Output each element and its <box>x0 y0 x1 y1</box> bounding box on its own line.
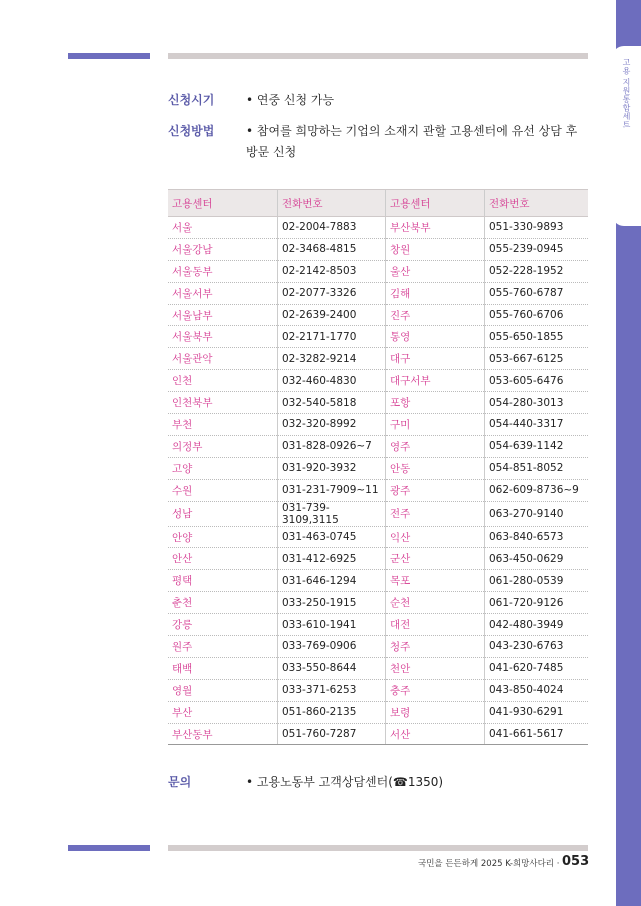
table-row <box>168 392 588 414</box>
top-blue-bar <box>68 53 150 59</box>
phone-cell: 055-650-1855 <box>485 326 589 348</box>
phone-cell: 033-550-8644 <box>278 657 386 679</box>
center-name-cell: 포항 <box>386 392 485 414</box>
phone-cell: 051-330-9893 <box>485 217 589 239</box>
table-row <box>168 326 588 348</box>
phone-cell: 032-320-8992 <box>278 414 386 436</box>
phone-cell: 041-620-7485 <box>485 657 589 679</box>
phone-cell: 032-540-5818 <box>278 392 386 414</box>
table-row <box>168 526 588 548</box>
apply-time-label: 신청시기 <box>168 93 215 107</box>
employment-center-table <box>168 189 588 745</box>
center-name-cell: 서울관악 <box>168 348 278 370</box>
phone-cell: 02-2077-3326 <box>278 282 386 304</box>
phone-cell: 054-639-1142 <box>485 435 589 457</box>
phone-cell: 042-480-3949 <box>485 614 589 636</box>
center-name-cell: 고양 <box>168 457 278 479</box>
phone-cell: 062-609-8736~9 <box>485 479 589 501</box>
phone-cell: 031-828-0926~7 <box>278 435 386 457</box>
phone-cell: 032-460-4830 <box>278 370 386 392</box>
phone-cell: 063-270-9140 <box>485 501 589 526</box>
center-name-cell: 서울 <box>168 217 278 239</box>
center-name-cell: 강릉 <box>168 614 278 636</box>
center-name-cell: 부산북부 <box>386 217 485 239</box>
center-name-cell: 보령 <box>386 701 485 723</box>
apply-time-text: • 연중 신청 가능 <box>246 93 335 107</box>
table-header-row <box>168 190 588 217</box>
center-name-cell: 안양 <box>168 526 278 548</box>
center-name-cell: 안동 <box>386 457 485 479</box>
center-name-cell: 익산 <box>386 526 485 548</box>
phone-cell: 063-840-6573 <box>485 526 589 548</box>
center-name-cell: 군산 <box>386 548 485 570</box>
center-name-cell: 대구 <box>386 348 485 370</box>
table-row <box>168 370 588 392</box>
phone-cell: 031-739-3109,3115 <box>278 501 386 526</box>
phone-cell: 041-930-6291 <box>485 701 589 723</box>
center-name-cell: 목포 <box>386 570 485 592</box>
phone-cell: 031-231-7909~11 <box>278 479 386 501</box>
table-row <box>168 238 588 260</box>
table-row <box>168 414 588 436</box>
phone-cell: 033-250-1915 <box>278 592 386 614</box>
table-row <box>168 636 588 658</box>
phone-cell: 051-860-2135 <box>278 701 386 723</box>
phone-cell: 031-920-3932 <box>278 457 386 479</box>
phone-cell: 031-412-6925 <box>278 548 386 570</box>
table-row <box>168 282 588 304</box>
center-name-cell: 서산 <box>386 723 485 745</box>
center-name-cell: 인천북부 <box>168 392 278 414</box>
center-name-cell: 서울북부 <box>168 326 278 348</box>
phone-cell: 033-371-6253 <box>278 679 386 701</box>
center-name-cell: 천안 <box>386 657 485 679</box>
phone-cell: 031-646-1294 <box>278 570 386 592</box>
center-name-cell: 김해 <box>386 282 485 304</box>
table-row <box>168 657 588 679</box>
apply-method-label: 신청방법 <box>168 124 215 138</box>
phone-cell: 051-760-7287 <box>278 723 386 745</box>
center-name-cell: 인천 <box>168 370 278 392</box>
center-name-cell: 태백 <box>168 657 278 679</box>
center-name-cell: 대전 <box>386 614 485 636</box>
inquiry-text: • 고용노동부 고객상담센터(☎1350) <box>246 775 444 789</box>
center-name-cell: 의정부 <box>168 435 278 457</box>
table-row <box>168 479 588 501</box>
center-name-cell: 통영 <box>386 326 485 348</box>
center-name-cell: 부천 <box>168 414 278 436</box>
footer-text: 국민을 든든하게 2025 K-희망사다리 · <box>418 859 560 869</box>
phone-cell: 053-667-6125 <box>485 348 589 370</box>
table-row <box>168 614 588 636</box>
phone-cell: 055-760-6706 <box>485 304 589 326</box>
phone-cell: 02-2142-8503 <box>278 260 386 282</box>
center-name-cell: 서울남부 <box>168 304 278 326</box>
center-name-cell: 안산 <box>168 548 278 570</box>
phone-cell: 054-440-3317 <box>485 414 589 436</box>
center-name-cell: 광주 <box>386 479 485 501</box>
center-name-cell: 진주 <box>386 304 485 326</box>
center-name-cell: 충주 <box>386 679 485 701</box>
table-row <box>168 348 588 370</box>
center-name-cell: 서울강남 <box>168 238 278 260</box>
inquiry-label: 문의 <box>168 775 192 789</box>
phone-cell: 043-850-4024 <box>485 679 589 701</box>
phone-cell: 02-2639-2400 <box>278 304 386 326</box>
table-row <box>168 501 588 526</box>
phone-cell: 055-760-6787 <box>485 282 589 304</box>
phone-cell: 061-720-9126 <box>485 592 589 614</box>
center-name-cell: 창원 <box>386 238 485 260</box>
table-row <box>168 701 588 723</box>
center-name-cell: 청주 <box>386 636 485 658</box>
center-name-cell: 원주 <box>168 636 278 658</box>
phone-cell: 02-3282-9214 <box>278 348 386 370</box>
header-center-1: 고용센터 <box>168 190 278 217</box>
center-name-cell: 서울동부 <box>168 260 278 282</box>
phone-cell: 053-605-6476 <box>485 370 589 392</box>
apply-method-text: • 참여를 희망하는 기업의 소재지 관할 고용센터에 유선 상담 후 방문 신청 <box>246 124 578 159</box>
center-name-cell: 영주 <box>386 435 485 457</box>
phone-cell: 052-228-1952 <box>485 260 589 282</box>
phone-cell: 033-769-0906 <box>278 636 386 658</box>
center-name-cell: 전주 <box>386 501 485 526</box>
bottom-gray-bar <box>168 845 588 851</box>
phone-cell: 054-280-3013 <box>485 392 589 414</box>
center-name-cell: 성남 <box>168 501 278 526</box>
phone-cell: 031-463-0745 <box>278 526 386 548</box>
phone-cell: 02-2004-7883 <box>278 217 386 239</box>
phone-cell: 02-2171-1770 <box>278 326 386 348</box>
center-name-cell: 대구서부 <box>386 370 485 392</box>
header-center-2: 고용센터 <box>386 190 485 217</box>
table-row <box>168 217 588 239</box>
phone-cell: 055-239-0945 <box>485 238 589 260</box>
table-row <box>168 592 588 614</box>
bottom-blue-bar <box>68 845 150 851</box>
table-row <box>168 723 588 745</box>
center-name-cell: 부산동부 <box>168 723 278 745</box>
phone-cell: 041-661-5617 <box>485 723 589 745</box>
center-name-cell: 영월 <box>168 679 278 701</box>
center-name-cell: 수원 <box>168 479 278 501</box>
center-name-cell: 평택 <box>168 570 278 592</box>
table-row <box>168 457 588 479</box>
header-phone-2: 전화번호 <box>485 190 589 217</box>
page-number: 053 <box>562 854 590 869</box>
table-row <box>168 548 588 570</box>
table-row <box>168 679 588 701</box>
center-name-cell: 서울서부 <box>168 282 278 304</box>
center-name-cell: 구미 <box>386 414 485 436</box>
side-tab-label: 고용 지원통합세트 <box>622 58 631 130</box>
phone-cell: 063-450-0629 <box>485 548 589 570</box>
table-row <box>168 304 588 326</box>
center-name-cell: 춘천 <box>168 592 278 614</box>
header-phone-1: 전화번호 <box>278 190 386 217</box>
center-name-cell: 순천 <box>386 592 485 614</box>
center-name-cell: 울산 <box>386 260 485 282</box>
phone-cell: 054-851-8052 <box>485 457 589 479</box>
table-row <box>168 435 588 457</box>
table-row <box>168 260 588 282</box>
table-row <box>168 570 588 592</box>
center-name-cell: 부산 <box>168 701 278 723</box>
phone-cell: 02-3468-4815 <box>278 238 386 260</box>
phone-cell: 061-280-0539 <box>485 570 589 592</box>
top-gray-bar <box>168 53 588 59</box>
phone-cell: 033-610-1941 <box>278 614 386 636</box>
phone-cell: 043-230-6763 <box>485 636 589 658</box>
